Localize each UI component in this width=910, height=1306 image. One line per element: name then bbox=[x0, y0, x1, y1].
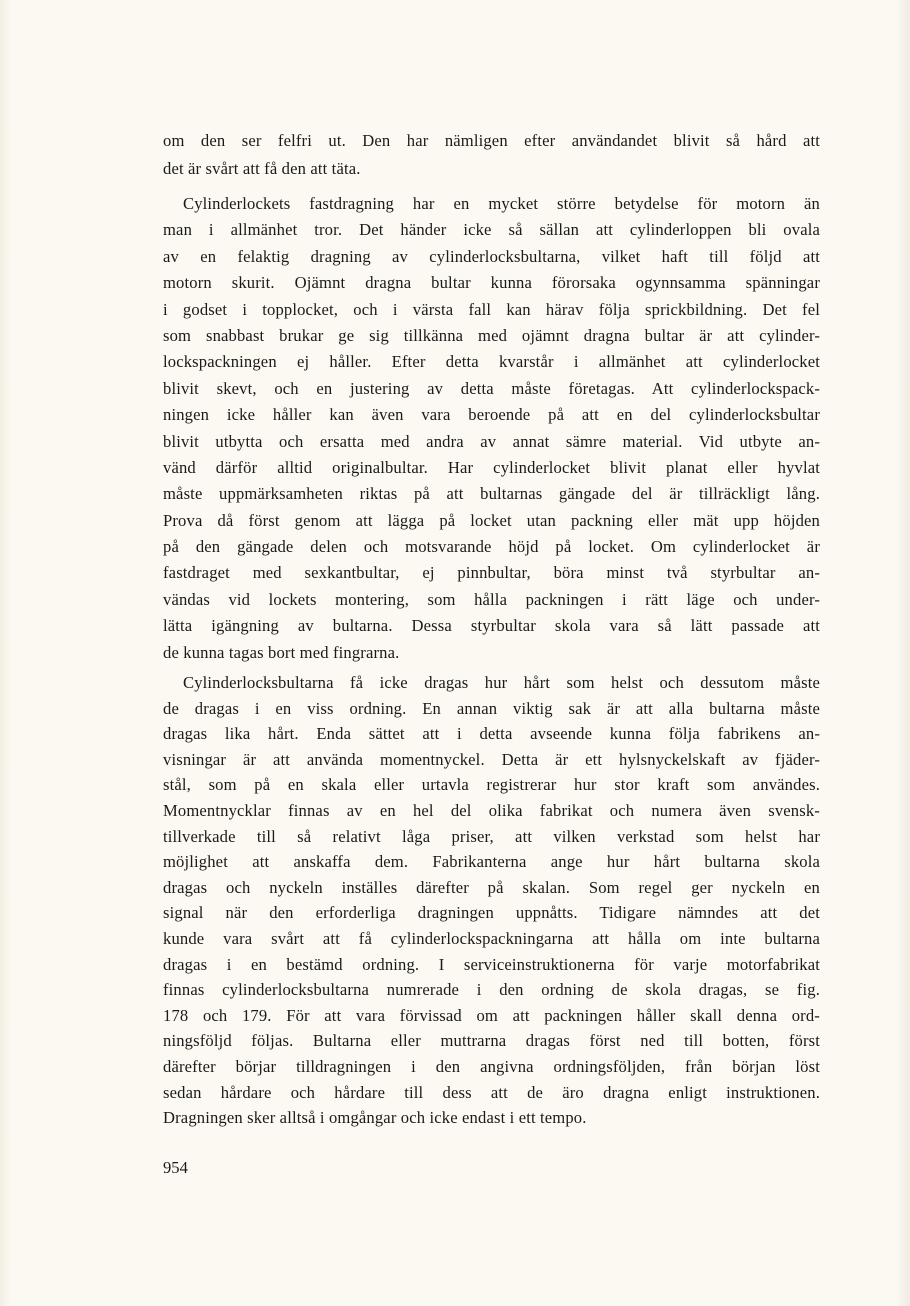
text-line: på den gängade delen och motsvarande höjd på locket. Om cylinderlocket är bbox=[163, 537, 820, 557]
text-line: Dragningen sker alltså i omgångar och icke endast i ett tempo. bbox=[163, 1108, 587, 1128]
text-line: man i allmänhet tror. Det händer icke så sällan att cylinderloppen bli ovala bbox=[163, 220, 820, 240]
text-line: vänd därför alltid originalbultar. Har cylinderlocket blivit planat eller hyvlat bbox=[163, 457, 820, 477]
text-line: fastdraget med sexkantbultar, ej pinnbultar, böra minst två styrbultar an- bbox=[163, 563, 820, 583]
text-line: det är svårt att få den att täta. bbox=[163, 159, 361, 178]
text-line: de dragas i en viss ordning. En annan viktig sak är att alla bultarna måste bbox=[163, 698, 820, 718]
text-line: ningsföljd följas. Bultarna eller muttrarna dragas först ned till botten, först bbox=[163, 1031, 820, 1051]
text-line: vändas vid lockets montering, som hålla packningen i rätt läge och under- bbox=[163, 589, 820, 609]
text-line: lätta igängning av bultarna. Dessa styrbultar skola vara så lätt passade att bbox=[163, 616, 820, 636]
text-line: sedan hårdare och hårdare till dess att de äro dragna enligt instruktionen. bbox=[163, 1082, 820, 1102]
paragraph-1 bbox=[163, 127, 820, 183]
text-line: blivit skevt, och en justering av detta måste företagas. Att cylinderlockspack- bbox=[163, 378, 820, 398]
text-line: finnas cylinderlocksbultarna numrerade i den ordning de skola dragas, se fig. bbox=[163, 980, 820, 1000]
text-line: de kunna tagas bort med fingrarna. bbox=[163, 642, 400, 662]
text-line: som snabbast brukar ge sig tillkänna med ojämnt dragna bultar är att cylinder- bbox=[163, 325, 820, 345]
text-line: Momentnycklar finnas av en hel del olika fabrikat och numera även svensk- bbox=[163, 800, 820, 820]
text-line: motorn skurit. Ojämnt dragna bultar kunna förorsaka ogynnsamma spänningar bbox=[163, 273, 820, 293]
text-line: möjlighet att anskaffa dem. Fabrikanterna ange hur hårt bultarna skola bbox=[163, 852, 820, 872]
text-line: ningen icke håller kan även vara beroende på att en del cylinderlocksbultar bbox=[163, 405, 820, 425]
text-line: signal när den erforderliga dragningen uppnåtts. Tidigare nämndes att det bbox=[163, 903, 820, 923]
text-line: stål, som på en skala eller urtavla registrerar hur stor kraft som användes. bbox=[163, 775, 820, 795]
text-line: därefter börjar tilldragningen i den angivna ordningsföljden, från början löst bbox=[163, 1056, 820, 1076]
text-line: Cylinderlockets fastdragning har en mycket större betydelse för motorn än bbox=[183, 194, 820, 213]
text-line: dragas i en bestämd ordning. I serviceinstruktionerna för varje motorfabrikat bbox=[163, 954, 820, 974]
text-line: tillverkade till så relativt låga priser, att vilken verkstad som helst har bbox=[163, 826, 820, 846]
text-line: dragas lika hårt. Enda sättet att i detta avseende kunna följa fabrikens an- bbox=[163, 724, 820, 744]
text-line: i godset i topplocket, och i värsta fall kan härav följa sprickbildning. Det fel bbox=[163, 299, 820, 319]
text-line: visningar är att använda momentnyckel. Detta är ett hylsnyckelskaft av fjäder- bbox=[163, 749, 820, 769]
paragraph-3 bbox=[163, 670, 820, 1131]
page-number: 954 bbox=[163, 1158, 188, 1177]
text-line: 178 och 179. För att vara förvissad om att packningen håller skall denna ord- bbox=[163, 1005, 820, 1025]
text-line: Prova då först genom att lägga på locket utan packning eller mät upp höjden bbox=[163, 510, 820, 530]
text-line: av en felaktig dragning av cylinderlocksbultarna, vilket haft till följd att bbox=[163, 246, 820, 266]
text-line: måste uppmärksamheten riktas på att bultarnas gängade del är tillräckligt lång. bbox=[163, 484, 820, 504]
paragraph-2 bbox=[163, 191, 820, 666]
text-line: dragas och nyckeln inställes därefter på skalan. Som regel ger nyckeln en bbox=[163, 877, 820, 897]
text-line: kunde vara svårt att få cylinderlockspackningarna att hålla om inte bultarna bbox=[163, 928, 820, 948]
text-line: om den ser felfri ut. Den har nämligen efter användandet blivit så hård att bbox=[163, 131, 820, 150]
text-line: Cylinderlocksbultarna få icke dragas hur hårt som helst och dessutom måste bbox=[183, 673, 820, 692]
text-line: blivit utbytta och ersatta med andra av annat sämre material. Vid utbyte an- bbox=[163, 431, 820, 451]
text-line: lockspackningen ej håller. Efter detta kvarstår i allmänhet att cylinderlocket bbox=[163, 352, 820, 372]
